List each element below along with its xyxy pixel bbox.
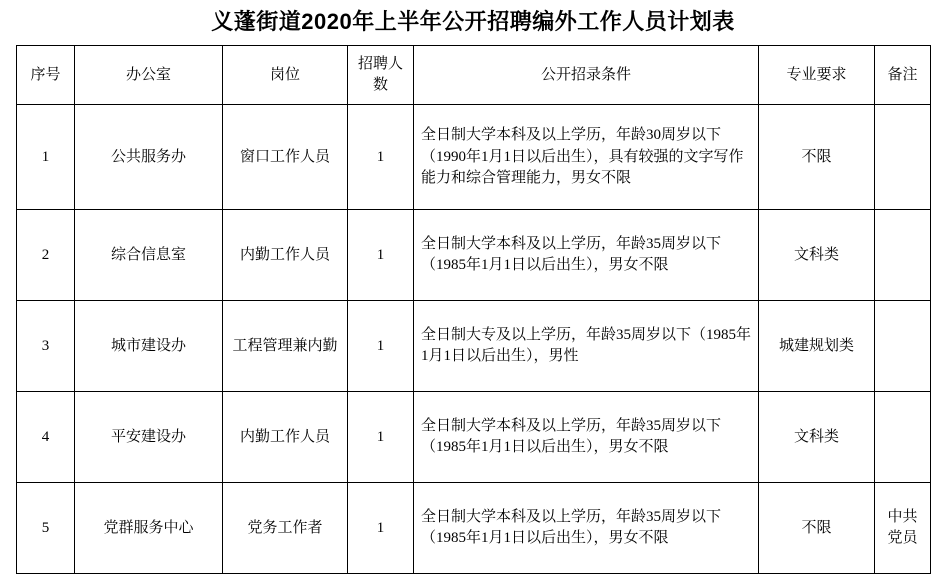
column-header-office: 办公室 xyxy=(75,46,223,105)
cell-remark xyxy=(875,105,931,210)
cell-number: 1 xyxy=(348,392,414,483)
cell-remark xyxy=(875,301,931,392)
cell-conditions: 全日制大学本科及以上学历，年龄35周岁以下（1985年1月1日以后出生），男女不限 xyxy=(414,392,759,483)
table-row xyxy=(17,105,931,210)
cell-conditions: 全日制大专及以上学历，年龄35周岁以下（1985年1月1日以后出生），男性 xyxy=(414,301,759,392)
cell-index: 4 xyxy=(17,392,75,483)
column-header-major: 专业要求 xyxy=(759,46,875,105)
cell-office: 平安建设办 xyxy=(75,392,223,483)
cell-office: 城市建设办 xyxy=(75,301,223,392)
cell-conditions: 全日制大学本科及以上学历，年龄30周岁以下（1990年1月1日以后出生），具有较强的文字写作能力和综合管理能力，男女不限 xyxy=(414,105,759,210)
table-body xyxy=(17,105,931,574)
column-header-number: 招聘人数 xyxy=(348,46,414,105)
cell-conditions: 全日制大学本科及以上学历，年龄35周岁以下（1985年1月1日以后出生），男女不限 xyxy=(414,483,759,574)
cell-post: 党务工作者 xyxy=(223,483,348,574)
cell-number: 1 xyxy=(348,301,414,392)
cell-post: 内勤工作人员 xyxy=(223,392,348,483)
cell-remark xyxy=(875,210,931,301)
cell-number: 1 xyxy=(348,210,414,301)
table-header-row xyxy=(17,46,931,105)
table-row xyxy=(17,210,931,301)
cell-major: 文科类 xyxy=(759,392,875,483)
cell-major: 不限 xyxy=(759,483,875,574)
cell-number: 1 xyxy=(348,483,414,574)
cell-post: 内勤工作人员 xyxy=(223,210,348,301)
cell-major: 文科类 xyxy=(759,210,875,301)
cell-index: 3 xyxy=(17,301,75,392)
cell-conditions: 全日制大学本科及以上学历，年龄35周岁以下（1985年1月1日以后出生），男女不限 xyxy=(414,210,759,301)
cell-index: 5 xyxy=(17,483,75,574)
cell-major: 不限 xyxy=(759,105,875,210)
cell-office: 公共服务办 xyxy=(75,105,223,210)
cell-office: 综合信息室 xyxy=(75,210,223,301)
column-header-index: 序号 xyxy=(17,46,75,105)
page-title: 义蓬街道2020年上半年公开招聘编外工作人员计划表 xyxy=(211,9,735,34)
cell-post: 窗口工作人员 xyxy=(223,105,348,210)
cell-index: 1 xyxy=(17,105,75,210)
table-row xyxy=(17,392,931,483)
column-header-remark: 备注 xyxy=(875,46,931,105)
recruitment-plan-table xyxy=(16,45,931,574)
cell-index: 2 xyxy=(17,210,75,301)
cell-major: 城建规划类 xyxy=(759,301,875,392)
table-row xyxy=(17,483,931,574)
cell-post: 工程管理兼内勤 xyxy=(223,301,348,392)
column-header-conditions: 公开招录条件 xyxy=(414,46,759,105)
column-header-post: 岗位 xyxy=(223,46,348,105)
table-header xyxy=(17,46,931,105)
cell-remark: 中共党员 xyxy=(875,483,931,574)
cell-office: 党群服务中心 xyxy=(75,483,223,574)
cell-number: 1 xyxy=(348,105,414,210)
cell-remark xyxy=(875,392,931,483)
table-row xyxy=(17,301,931,392)
